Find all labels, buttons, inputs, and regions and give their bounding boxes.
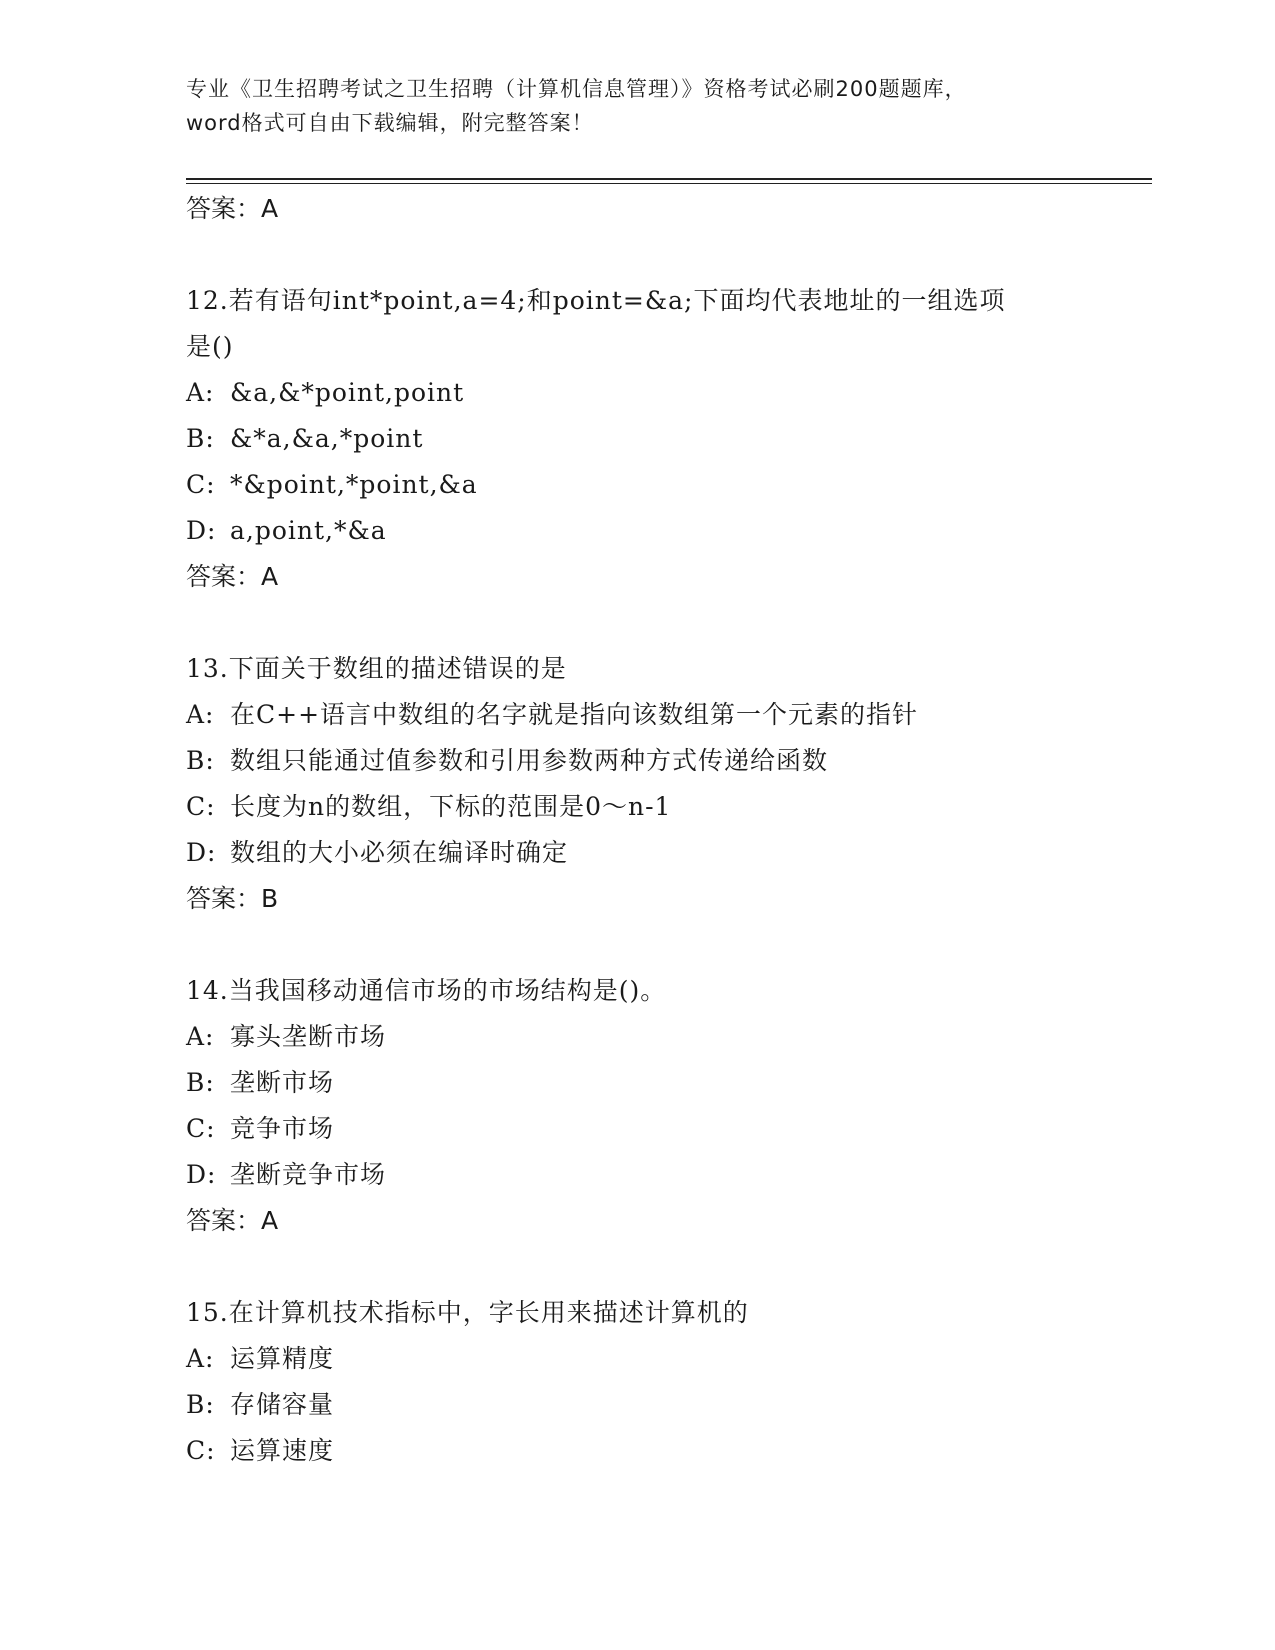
question-12: [186, 278, 1146, 600]
header-rule-thin: [186, 183, 1152, 184]
question-list: [186, 186, 1146, 1474]
question-stem: 12.若有语句int*point,a=4;和point=&a;下面均代表地址的一组选项: [186, 286, 1006, 315]
answer-line: 答案：A: [186, 562, 279, 591]
question-15: [186, 1290, 1146, 1474]
question-13: [186, 646, 1146, 922]
header-line-1: 专业《卫生招聘考试之卫生招聘（计算机信息管理）》资格考试必刷200题题库，: [186, 77, 967, 101]
option-c: C: 竞争市场: [186, 1114, 335, 1143]
question-stem: 14.当我国移动通信市场的市场结构是()。: [186, 976, 667, 1005]
question-stem: 15.在计算机技术指标中，字长用来描述计算机的: [186, 1298, 749, 1327]
option-b: B: 存储容量: [186, 1390, 335, 1419]
option-a: A: 在C++语言中数组的名字就是指向该数组第一个元素的指针: [186, 700, 919, 729]
option-a: A: 寡头垄断市场: [186, 1022, 387, 1051]
option-d: D: 数组的大小必须在编译时确定: [186, 838, 569, 867]
option-b: B: 垄断市场: [186, 1068, 335, 1097]
option-d: D: a,point,*&a: [186, 516, 387, 545]
option-a: A: &a,&*point,point: [186, 378, 465, 407]
question-stem: 13.下面关于数组的描述错误的是: [186, 654, 567, 683]
option-d: D: 垄断竞争市场: [186, 1160, 387, 1189]
option-c: C: 运算速度: [186, 1436, 335, 1465]
answer-line: 答案：B: [186, 884, 279, 913]
answer-line: 答案：A: [186, 1206, 279, 1235]
question-stem-continued: 是(): [186, 332, 234, 361]
answer-line: 答案：A: [186, 194, 279, 223]
option-c: C: *&point,*point,&a: [186, 470, 478, 499]
header-rule-thick: [186, 178, 1152, 180]
question-14: [186, 968, 1146, 1244]
option-c: C: 长度为n的数组，下标的范围是0～n-1: [186, 792, 672, 821]
document-header: [186, 72, 1086, 140]
option-b: B: &*a,&a,*point: [186, 424, 424, 453]
option-b: B: 数组只能通过值参数和引用参数两种方式传递给函数: [186, 746, 829, 775]
option-a: A: 运算精度: [186, 1344, 335, 1373]
header-line-2: word格式可自由下载编辑，附完整答案！: [186, 111, 594, 135]
